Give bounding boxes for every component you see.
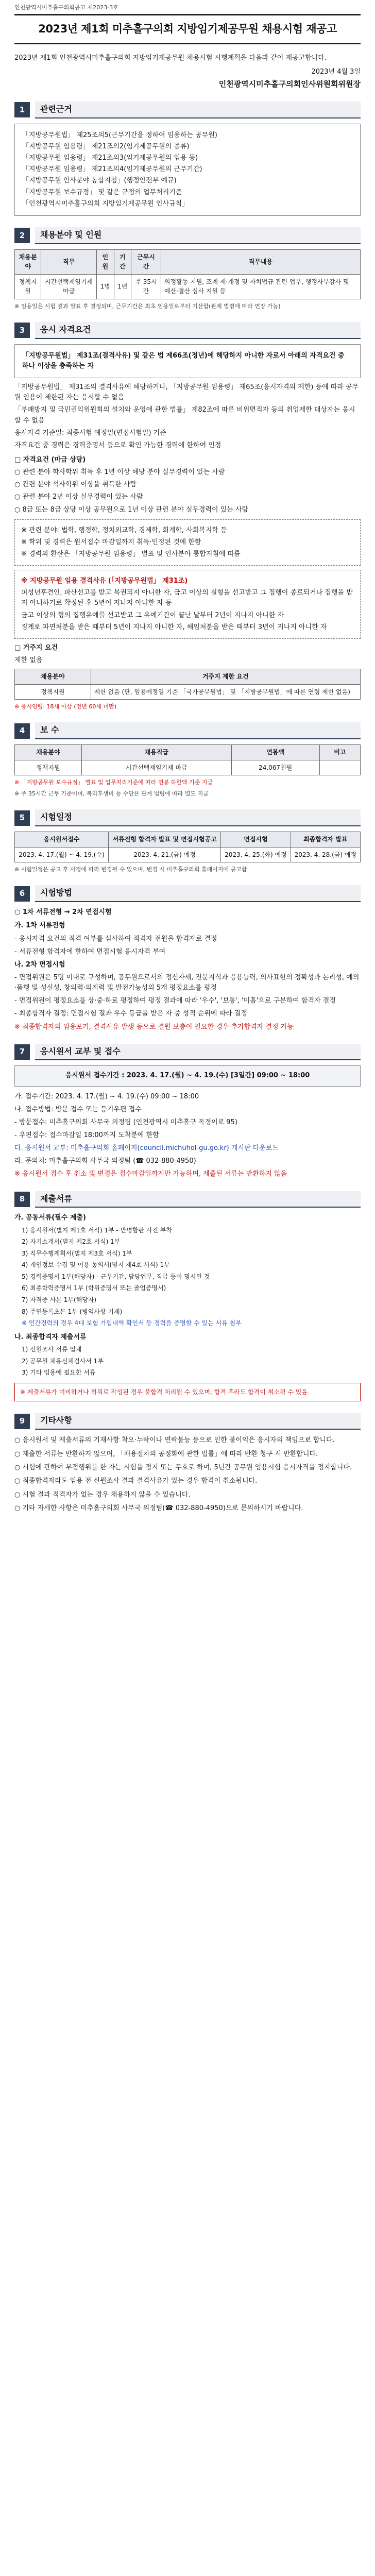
pay-note: ※ 주 35시간 근무 기준이며, 복리후생비 등 수당은 관계 법령에 따라 별도 지급 — [14, 790, 209, 798]
section-etc — [14, 1413, 361, 1514]
list-item: ※ 최종합격자의 임용포기, 결격사유 발생 등으로 결원 보충이 필요한 경우 추가합격자 결정 가능 — [14, 1023, 294, 1031]
qualification-subtitle: □ 자격요건 (마급 상당) — [14, 456, 86, 464]
table-cell: 1명 — [97, 274, 114, 299]
residence-title: □ 거주지 요건 — [14, 643, 58, 652]
list-item: ○ 시험에 관하여 부정행위를 한 자는 시험을 정지 또는 무효로 하며, 5년간 공무원 임용시험 응시자격을 정지합니다. — [14, 1464, 352, 1472]
section-title: 시험방법 — [35, 885, 361, 902]
list-item: ※ 응시원서 접수 후 취소 및 변경은 접수마감일까지만 가능하며, 제출된 서류는 반환하지 않음 — [14, 1170, 287, 1178]
table-header: 채용직급 — [81, 745, 231, 760]
section-recruit — [14, 227, 361, 311]
table-header: 면접시험 — [221, 832, 291, 848]
table-header: 채용분야 — [15, 745, 82, 760]
list-item: 7) 자격증 사본 1부(해당자) — [22, 1296, 97, 1304]
section-number: 6 — [14, 886, 30, 902]
list-item: 「부패방지 및 국민권익위원회의 설치와 운영에 관한 법률」 제82조에 따른 비위면직자 등의 취업제한 대상자는 응시할 수 없음 — [14, 406, 355, 425]
list-item: - 우편접수: 접수마감일 18:00까지 도착분에 한함 — [14, 1131, 159, 1140]
section-number: 2 — [14, 228, 30, 243]
documents-warning: ※ 제출서류가 미비하거나 허위로 작성된 경우 불합격 처리될 수 있으며, 합격 후라도 합격이 취소될 수 있음 — [14, 1383, 361, 1402]
list-item: 6) 최종학력증명서 1부 (학위증명서 또는 졸업증명서) — [22, 1284, 166, 1292]
pay-note: ※ 「지방공무원 보수규정」 별표 및 업무처리기준에 따라 연봉 하한액 기준 지급 — [14, 779, 213, 786]
list-item: ○ 8급 또는 8급 상당 이상 공무원으로 1년 이상 관련 분야 실무경력이 있는 사람 — [14, 505, 249, 514]
list-item: ※ 민간경력의 경우 4대 보험 가입내역 확인서 등 경력을 증명할 수 있는 서류 첨부 — [22, 1319, 242, 1327]
list-item: ○ 제출한 서류는 반환하지 않으며, 「채용절차의 공정화에 관한 법률」에 따라 반환 청구 시 반환합니다. — [14, 1450, 318, 1458]
list-item: - 면접위원이 평정요소를 상·중·하로 평정하여 평정 결과에 따라 '우수', '보통', '미흡'으로 구분하여 합격자 결정 — [14, 997, 336, 1005]
qualification-notes — [14, 519, 361, 566]
section-title: 관련근거 — [35, 101, 361, 118]
table-header: 기간 — [114, 249, 131, 274]
table-cell: 시간선택제임기제 마급 — [41, 274, 97, 299]
section-schedule — [14, 809, 361, 874]
section-method — [14, 885, 361, 1032]
list-item: 나. 2차 면접시험 — [14, 960, 65, 969]
qualification-lead: 「지방공무원법」 제31조(결격사유) 및 같은 법 제66조(정년)에 해당하지 아니한 자로서 아래의 자격요건 중 하나 이상을 충족하는 자 — [22, 351, 345, 370]
publication-number: 인천광역시미추홀구의회공고 제2023-3호 — [14, 4, 118, 11]
section-apply — [14, 1044, 361, 1180]
list-item: 「지방공무원법」 제31조의 결격사유에 해당하거나, 「지방공무원 임용령」 제65조(응시자격의 제한) 등에 따라 공무원 임용이 제한된 자는 응시할 수 없음 — [14, 383, 359, 402]
qualification-box — [14, 344, 361, 378]
page-title: 2023년 제1회 미추홀구의회 지방임기제공무원 채용시험 재공고 — [14, 14, 361, 44]
table-row — [15, 274, 361, 299]
qualification-list — [14, 467, 361, 515]
section-title: 시험일정 — [35, 809, 361, 826]
note-item: 징계로 파면처분을 받은 때부터 5년이 지나지 아니한 자, 해임처분을 받은 때부터 3년이 지나지 아니한 자 — [21, 623, 327, 631]
table-header: 채용분야 — [15, 249, 41, 274]
note-item: ※ 경력의 환산은 「지방공무원 임용령」 별표 및 인사분야 통합지침에 따름 — [21, 550, 241, 558]
table-cell: 주 35시간 — [131, 274, 161, 299]
list-item: ○ 최종합격자라도 임용 전 신원조사 결과 결격사유가 있는 경우 합격이 취소됩니다. — [14, 1477, 258, 1485]
note-item: 피성년후견인, 파산선고를 받고 복권되지 아니한 자, 금고 이상의 실형을 선고받고 그 집행이 종료되거나 집행을 받지 아니하기로 확정된 후 5년이 지나지 아니한 자 등 — [21, 589, 353, 607]
list-item: 1) 응시원서(별지 제1호 서식) 1부 - 반명함판 사진 부착 — [22, 1226, 173, 1234]
basis-item: 「지방공무원 보수규정」 및 같은 규정의 업무처리기준 — [22, 188, 182, 196]
list-item: 1) 신원조사 서류 일체 — [22, 1346, 82, 1353]
qualification-general — [14, 382, 361, 451]
list-item: 가. 1차 서류전형 — [14, 922, 65, 930]
table-cell: 정책지원 — [15, 684, 91, 700]
basis-item: 「지방공무원 임용령」 제21조의4(임기제공무원의 근무기간) — [22, 165, 202, 174]
table-cell: 제한 없음 (단, 임용예정일 기준 「국가공무원법」 및 「지방공무원법」에 따른 연령 제한 없음) — [91, 684, 360, 700]
table-header: 서류전형 합격자 발표 및 면접시험공고 — [109, 832, 221, 848]
list-item: 5) 경력증명서 1부(해당자) - 근무기간, 담당업무, 직급 등이 명시된 것 — [22, 1273, 210, 1280]
list-item: 3) 직무수행계획서(별지 제3호 서식) 1부 — [22, 1249, 132, 1257]
apply-banner: 응시원서 접수기간 : 2023. 4. 17.(월) ~ 4. 19.(수) [3일간] 09:00 ~ 18:00 — [14, 1065, 361, 1086]
table-cell: 의정활동 지원, 조례 제·개정 및 자치법규 관련 업무, 행정사무감사 및 예산·결산 심사 지원 등 — [161, 274, 360, 299]
residence-table — [14, 669, 361, 700]
table-row — [15, 760, 361, 775]
section-number: 4 — [14, 723, 30, 739]
table-cell: 2023. 4. 17.(월) ~ 4. 19.(수) — [15, 847, 109, 862]
table-header: 인원 — [97, 249, 114, 274]
basis-item: 「지방공무원 임용령」 제21조의3(임기제공무원의 임용 등) — [22, 154, 198, 162]
list-item: 다. 응시원서 교부: 미추홀구의회 홈페이지(council.michuhol-gu.go.kr) 게시판 다운로드 — [14, 1144, 279, 1153]
table-cell: 1년 — [114, 274, 131, 299]
section-number: 7 — [14, 1044, 30, 1060]
disqualification-box — [14, 570, 361, 639]
list-item: - 면접위원은 5명 이내로 구성하며, 공무원으로서의 정신자세, 전문지식과 응용능력, 의사표현의 정확성과 논리성, 예의·품행 및 성실성, 창의력·의지력 및 발전가능성의 5개 평정요소를 평정 — [14, 973, 360, 992]
list-item: ○ 관련 분야 석사학위 이상을 취득한 사람 — [14, 481, 137, 489]
table-header: 채용분야 — [15, 669, 91, 685]
list-item: 라. 문의처: 미추홀구의회 사무국 의정팀 (☎ 032-880-4950) — [14, 1157, 196, 1165]
section-qualification — [14, 322, 361, 711]
list-item: 2) 자기소개서(별지 제2호 서식) 1부 — [22, 1238, 121, 1246]
section-pay — [14, 722, 361, 798]
note-item: 금고 이상의 형의 집행유예를 선고받고 그 유예기간이 끝난 날부터 2년이 지나지 아니한 자 — [21, 611, 284, 619]
section-title: 기타사항 — [35, 1413, 361, 1430]
section-number: 3 — [14, 323, 30, 338]
documents-subtitle: 나. 최종합격자 제출서류 — [14, 1333, 87, 1341]
table-cell: 2023. 4. 25.(화) 예정 — [221, 847, 291, 862]
etc-list — [14, 1435, 361, 1514]
method-steps — [14, 921, 361, 1032]
residence-note: ※ 응시연령: 18세 이상 (정년 60세 미만) — [14, 703, 116, 710]
table-header: 거주지 제한 요건 — [91, 669, 360, 685]
list-item: ○ 관련 분야 2년 이상 실무경력이 있는 사람 — [14, 493, 143, 501]
list-item: ○ 응시원서 및 제출서류의 기재사항 착오·누락이나 연락불능 등으로 인한 불이익은 응시자의 책임으로 합니다. — [14, 1436, 335, 1445]
table-cell: 정책지원 — [15, 760, 82, 775]
table-cell — [319, 760, 360, 775]
table-row — [15, 684, 361, 700]
apply-list — [14, 1092, 361, 1180]
list-item: ○ 관련 분야 학사학위 취득 후 1년 이상 해당 분야 실무경력이 있는 사람 — [14, 468, 225, 477]
basis-list — [14, 124, 361, 216]
table-header: 직무내용 — [161, 249, 360, 274]
section-number: 1 — [14, 102, 30, 117]
list-item: - 서류전형 합격자에 한하여 면접시험 응시자격 부여 — [14, 947, 166, 956]
table-header: 연봉액 — [231, 745, 319, 760]
section-documents — [14, 1191, 361, 1402]
list-item: - 최종합격자 결정: 면접시험 결과 우수 등급을 받은 자 중 성적 순위에 따라 결정 — [14, 1010, 248, 1018]
list-item: 자격요건 중 경력은 경력증명서 등으로 확인 가능한 경력에 한하여 인정 — [14, 441, 221, 449]
note-item: ※ 관련 분야: 법학, 행정학, 정치외교학, 경제학, 회계학, 사회복지학 등 — [21, 526, 227, 534]
list-item: ○ 시험 결과 적격자가 없는 경우 채용하지 않을 수 있습니다. — [14, 1490, 191, 1499]
method-intro: ○ 1차 서류전형 → 2차 면접시험 — [14, 908, 112, 917]
table-header: 직무 — [41, 249, 97, 274]
recruit-note: ※ 임용일은 시험 결과 발표 후 결정되며, 근무기간은 최초 임용일로부터 기산함(관계 법령에 따라 연장 가능) — [14, 303, 281, 310]
section-basis — [14, 101, 361, 216]
list-item: - 응시자격 요건의 적격 여부를 심사하여 적격자 전원을 합격자로 결정 — [14, 935, 217, 943]
residence-body: 제한 없음 — [14, 656, 43, 664]
documents-list — [14, 1213, 361, 1377]
section-number: 5 — [14, 810, 30, 826]
table-header: 최종합격자 발표 — [291, 832, 360, 848]
disqualification-title: ※ 지방공무원 임용 결격사유 (「지방공무원법」 제31조) — [21, 577, 188, 585]
list-item: 나. 접수방법: 방문 접수 또는 등기우편 접수 — [14, 1105, 142, 1113]
table-cell: 시간선택제임기제 마급 — [81, 760, 231, 775]
section-number: 8 — [14, 1192, 30, 1207]
list-item: 가. 접수기간: 2023. 4. 17.(월) ~ 4. 19.(수) 09:00 ~ 18:00 — [14, 1092, 199, 1100]
table-header: 응시원서접수 — [15, 832, 109, 848]
basis-item: 「지방공무원 인사분야 통합지침」(행정안전부 예규) — [22, 177, 177, 185]
section-title: 응시 자격요건 — [35, 322, 361, 339]
list-item: - 방문접수: 미추홀구의회 사무국 의정팀 (인천광역시 미추홀구 독정이로 95) — [14, 1118, 237, 1126]
section-title: 응시원서 교부 및 접수 — [35, 1044, 361, 1061]
basis-item: 「지방공무원법」 제25조의5(근무기간을 정하여 임용하는 공무원) — [22, 131, 217, 139]
table-header: 비고 — [319, 745, 360, 760]
schedule-note: ※ 시험일정은 공고 후 사정에 따라 변경될 수 있으며, 변경 시 미추홀구의회 홈페이지에 공고함 — [14, 866, 247, 873]
documents-subtitle: 가. 공통서류(필수 제출) — [14, 1214, 86, 1222]
table-cell: 정책지원 — [15, 274, 41, 299]
list-item: 2) 공무원 채용신체검사서 1부 — [22, 1357, 104, 1365]
table-cell: 2023. 4. 21.(금) 예정 — [109, 847, 221, 862]
schedule-table — [14, 832, 361, 862]
table-header: 근무시간 — [131, 249, 161, 274]
list-item: 3) 기타 임용에 필요한 서류 — [22, 1369, 96, 1377]
table-cell: 2023. 4. 28.(금) 예정 — [291, 847, 360, 862]
pay-table — [14, 744, 361, 775]
section-title: 보 수 — [35, 722, 361, 739]
note-item: ※ 학위 및 경력은 원서접수 마감일까지 취득·인정된 것에 한함 — [21, 538, 201, 546]
basis-item: 「지방공무원 임용령」 제21조의2(임기제공무원의 종류) — [22, 143, 190, 151]
recruit-table — [14, 249, 361, 299]
list-item: 8) 주민등록초본 1부 (병역사항 기재) — [22, 1308, 123, 1315]
section-title: 제출서류 — [35, 1191, 361, 1208]
announcement-date: 2023년 4월 3일 — [311, 67, 361, 76]
issuing-organization: 인천광역시미추홀구의회인사위원회위원장 — [218, 79, 361, 89]
intro-text: 2023년 제1회 인천광역시미추홀구의회 지방임기제공무원 채용시험 시행계획을 다음과 같이 재공고합니다. — [14, 54, 327, 62]
list-item: 4) 개인정보 수집 및 이용 동의서(별지 제4호 서식) 1부 — [22, 1261, 170, 1269]
list-item: ○ 기타 자세한 사항은 미추홀구의회 사무국 의정팀(☎ 032-880-4950)으로 문의하시기 바랍니다. — [14, 1504, 303, 1513]
basis-item: 「인천광역시미추홀구의회 지방임기제공무원 인사규칙」 — [22, 199, 189, 208]
list-item: 응시자격 기준일: 최종시험 예정일(면접시험일) 기준 — [14, 429, 166, 437]
table-cell: 24,067천원 — [231, 760, 319, 775]
section-title: 채용분야 및 인원 — [35, 227, 361, 244]
section-number: 9 — [14, 1414, 30, 1429]
table-row — [15, 847, 361, 862]
